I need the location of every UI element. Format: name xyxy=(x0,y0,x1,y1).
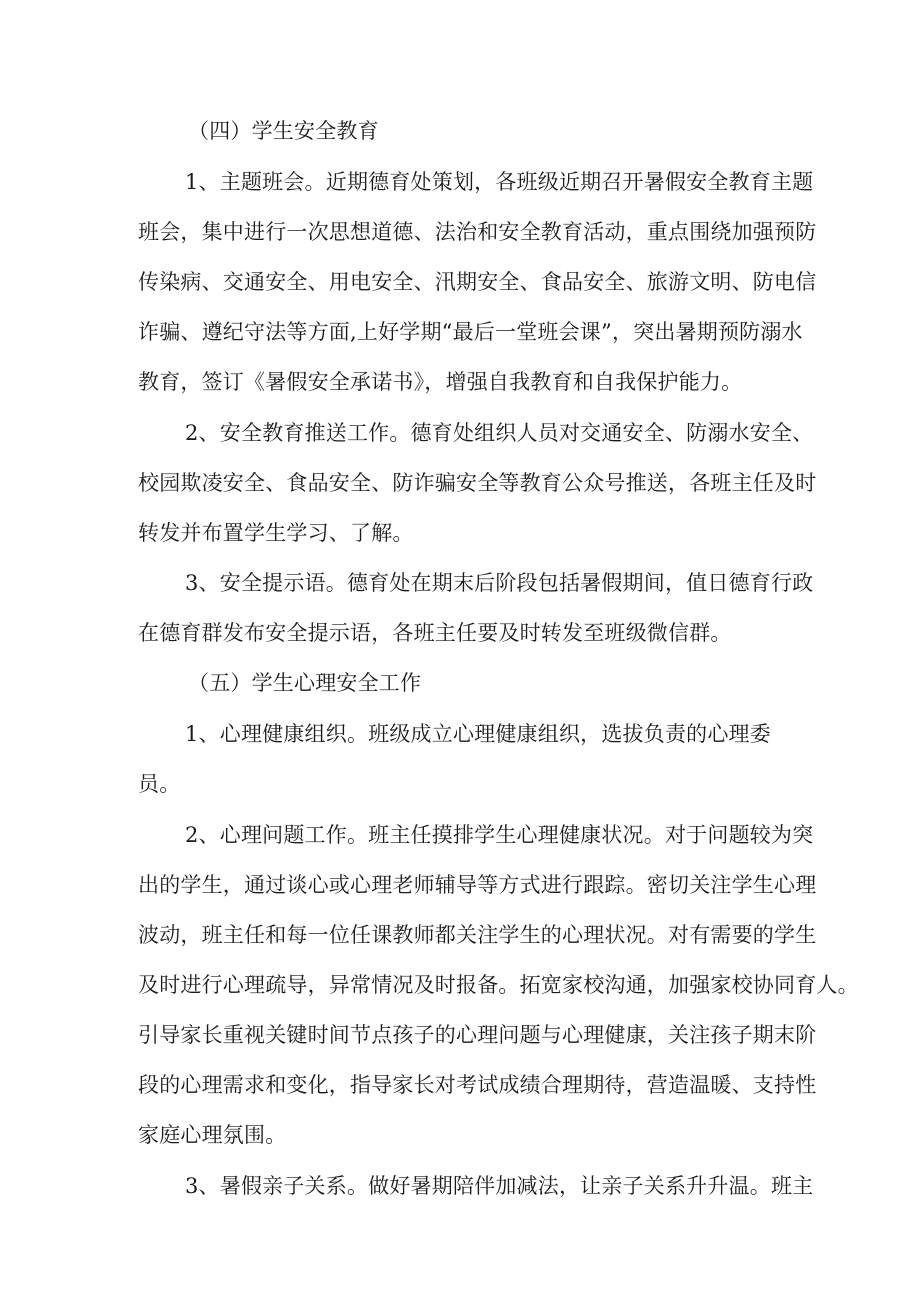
paragraph-line: 1、心理健康组织。班级成立心理健康组织，选拔负责的心理委 xyxy=(185,722,771,746)
paragraph-line: 波动，班主任和每一位任课教师都关注学生的心理状况。对有需要的学生 xyxy=(138,923,817,947)
paragraph-line: 及时进行心理疏导，异常情况及时报备。拓宽家校沟通，加强家校协同育人。 xyxy=(138,973,859,997)
section-heading-5: （五）学生心理安全工作 xyxy=(188,671,422,695)
paragraph-line: 1、主题班会。近期德育处策划，各班级近期召开暑假安全教育主题 xyxy=(185,170,814,194)
paragraph-line: 员。 xyxy=(138,772,181,796)
paragraph-line: 转发并布置学生学习、了解。 xyxy=(138,521,414,545)
paragraph-line: 家庭心理氛围。 xyxy=(138,1123,287,1147)
paragraph-line: 3、暑假亲子关系。做好暑期陪伴加减法，让亲子关系升升温。班主 xyxy=(185,1174,814,1198)
paragraph-line: 3、安全提示语。德育处在期末后阶段包括暑假期间，值日德育行政 xyxy=(185,571,814,595)
paragraph-line: 诈骗、遵纪守法等方面,上好学期“最后一堂班会课”，突出暑期预防溺水 xyxy=(138,320,803,344)
paragraph-line: 在德育群发布安全提示语，各班主任要及时转发至班级微信群。 xyxy=(138,621,732,645)
paragraph-line: 2、安全教育推送工作。德育处组织人员对交通安全、防溺水安全、 xyxy=(185,421,814,445)
paragraph-line: 引导家长重视关键时间节点孩子的心理问题与心理健康，关注孩子期末阶 xyxy=(138,1023,817,1047)
paragraph-line: 2、心理问题工作。班主任摸排学生心理健康状况。对于问题较为突 xyxy=(185,823,814,847)
paragraph-line: 班会，集中进行一次思想道德、法治和安全教育活动，重点围绕加强预防 xyxy=(138,220,817,244)
paragraph-line: 段的心理需求和变化，指导家长对考试成绩合理期待，营造温暖、支持性 xyxy=(138,1073,817,1097)
paragraph-line: 出的学生，通过谈心或心理老师辅导等方式进行跟踪。密切关注学生心理 xyxy=(138,873,817,897)
section-heading-4: （四）学生安全教育 xyxy=(188,119,379,143)
paragraph-line: 教育，签订《暑假安全承诺书》，增强自我教育和自我保护能力。 xyxy=(138,370,743,394)
paragraph-line: 校园欺凌安全、食品安全、防诈骗安全等教育公众号推送，各班主任及时 xyxy=(138,471,817,495)
paragraph-line: 传染病、交通安全、用电安全、汛期安全、食品安全、旅游文明、防电信 xyxy=(138,270,817,294)
